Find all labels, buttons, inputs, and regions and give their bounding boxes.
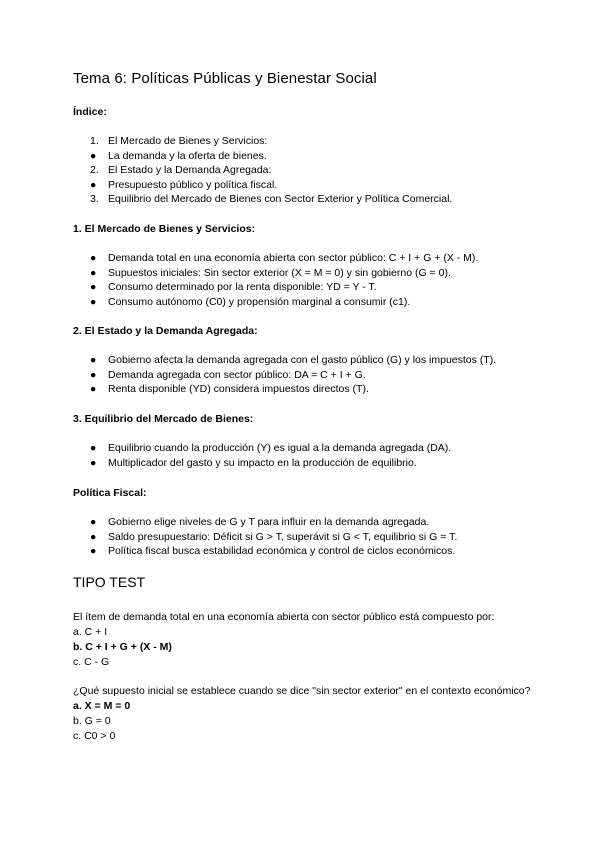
- bullet-item: ● Gobierno elige niveles de G y T para influir en la demanda agregada.: [90, 516, 430, 528]
- index-item: 3. Equilibrio del Mercado de Bienes con Sector Exterior y Política Comercial.: [90, 193, 453, 205]
- question-text: ¿Qué supuesto inicial se establece cuando se dice "sin sector exterior" en el contexto económico?: [73, 685, 531, 697]
- bullet-item: ● Equilibrio cuando la producción (Y) es igual a la demanda agregada (DA).: [90, 442, 452, 454]
- answer-option-correct: a. X = M = 0: [73, 700, 131, 712]
- section-bullets-estado: [90, 353, 496, 397]
- answer-option-correct: b. C + I + G + (X - M): [73, 641, 172, 653]
- section-heading-mercado: 1. El Mercado de Bienes y Servicios:: [73, 223, 256, 235]
- answer-option: a. C + I: [73, 626, 108, 638]
- section-heading-estado: 2. El Estado y la Demanda Agregada:: [73, 325, 258, 337]
- bullet-item: ● Consumo autónomo (C0) y propensión marginal a consumir (c1).: [90, 295, 411, 308]
- bullet-item: ● Saldo presupuestario: Déficit si G > T, superávit si G < T, equilibrio si G = T.: [90, 530, 458, 543]
- test-heading: TIPO TEST: [73, 574, 146, 590]
- bullet-item: ● Gobierno afecta la demanda agregada con el gasto público (G) y los impuestos (T).: [90, 354, 497, 366]
- question-block: [73, 684, 543, 744]
- section-heading-equilibrio: 3. Equilibrio del Mercado de Bienes:: [73, 413, 254, 425]
- index-list: [90, 134, 452, 207]
- section-heading-politica-fiscal: Política Fiscal:: [73, 487, 147, 499]
- question-block: [73, 610, 543, 670]
- answer-option: c. C0 > 0: [73, 730, 116, 742]
- bullet-item: ● Política fiscal busca estabilidad económica y control de ciclos económicos.: [90, 545, 456, 557]
- question-text: El ítem de demanda total en una economía abierta con sector público está compuesto por:: [73, 611, 495, 623]
- section-bullets-mercado: [90, 251, 478, 309]
- index-heading: Índice:: [73, 106, 107, 118]
- bullet-item: ● Demanda total en una economía abierta con sector público: C + I + G + (X - M).: [90, 252, 479, 264]
- index-item: ● La demanda y la oferta de bienes.: [90, 149, 267, 162]
- index-item: 1. El Mercado de Bienes y Servicios:: [90, 135, 268, 147]
- index-item: 2. El Estado y la Demanda Agregada:: [90, 164, 272, 176]
- answer-option: c. C - G: [73, 656, 110, 668]
- section-bullets-politica-fiscal: [90, 515, 457, 559]
- bullet-item: ● Supuestos iniciales: Sin sector exterior (X = M = 0) y sin gobierno (G = 0).: [90, 266, 451, 279]
- document-title: Tema 6: Políticas Públicas y Bienestar Social: [73, 70, 377, 87]
- bullet-item: ● Consumo determinado por la renta disponible: YD = Y - T.: [90, 281, 377, 293]
- index-item: ● Presupuesto público y política fiscal.: [90, 178, 278, 191]
- bullet-item: ● Multiplicador del gasto y su impacto en la producción de equilibrio.: [90, 456, 417, 469]
- bullet-item: ● Renta disponible (YD) considera impuestos directos (T).: [90, 383, 369, 395]
- bullet-item: ● Demanda agregada con sector público: DA = C + I + G.: [90, 368, 366, 381]
- section-bullets-equilibrio: [90, 441, 451, 470]
- answer-option: b. G = 0: [73, 715, 111, 727]
